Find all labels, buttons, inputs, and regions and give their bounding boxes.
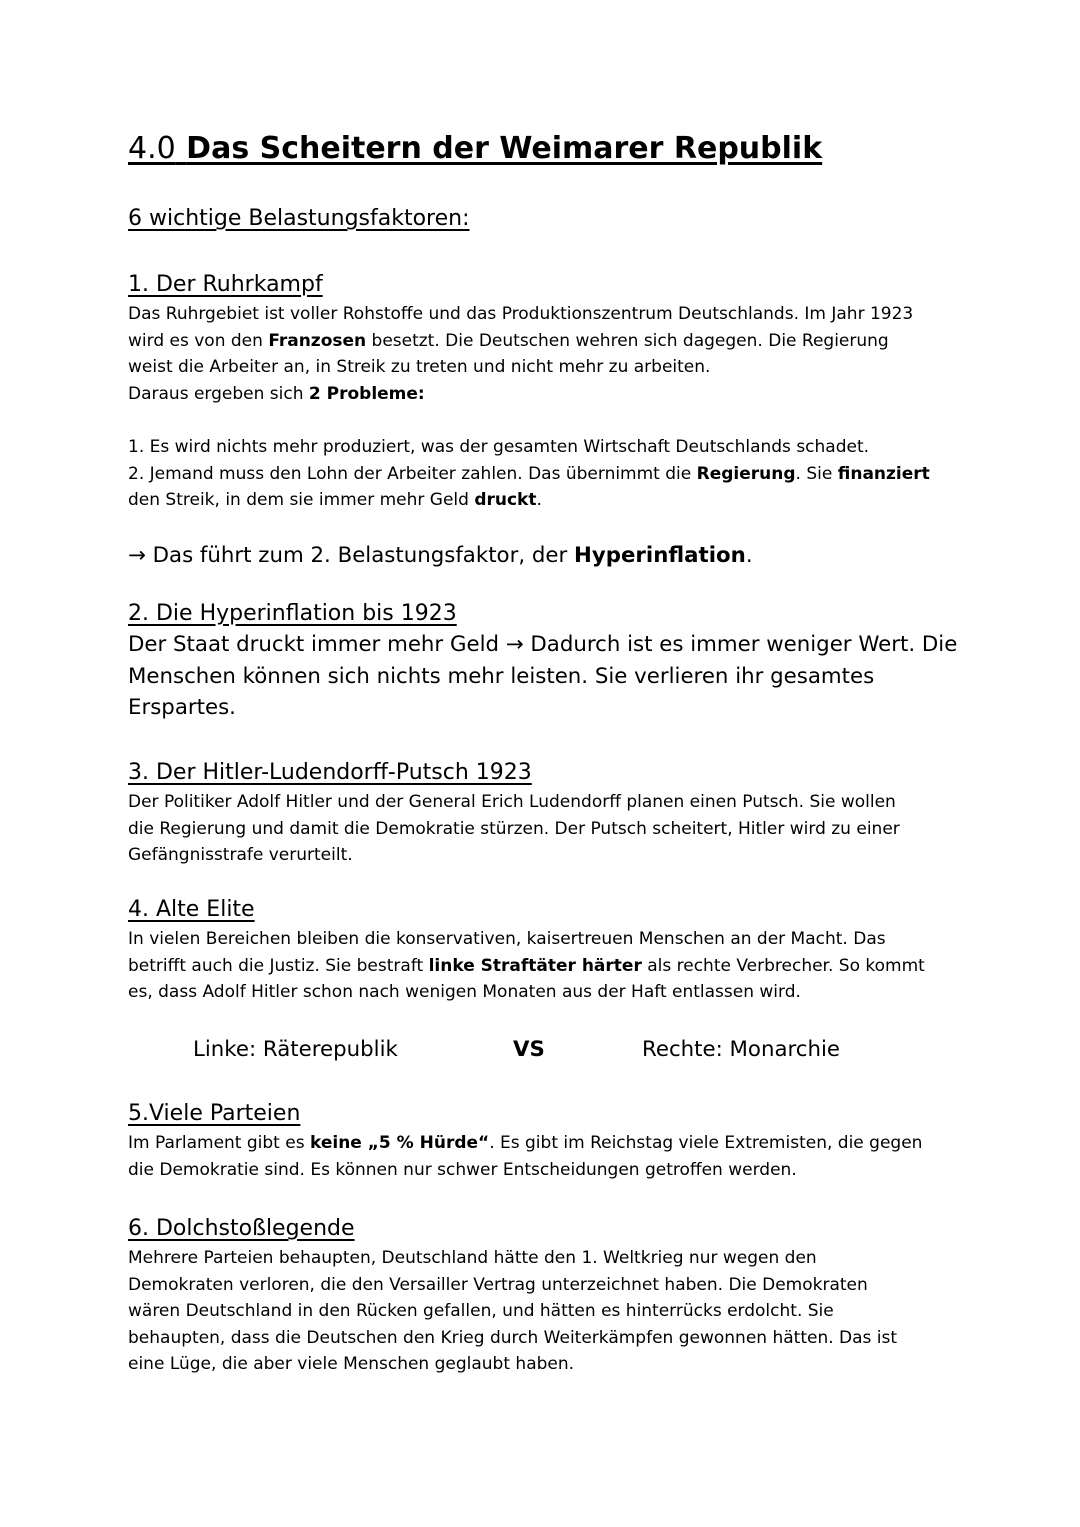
bold-term: druckt xyxy=(474,490,537,510)
text-line: wird es von den Franzosen besetzt. Die Deutschen wehren sich dagegen. Die Regierung xyxy=(128,330,889,351)
text-line: eine Lüge, die aber viele Menschen geglaubt haben. xyxy=(128,1354,575,1374)
text-line: es, dass Adolf Hitler schon nach wenigen Monaten aus der Haft entlassen wird. xyxy=(128,982,801,1002)
section-5-heading: 5.Viele Parteien xyxy=(128,1101,301,1126)
section-4-paragraph xyxy=(128,926,925,1006)
section-6-heading: 6. Dolchstoßlegende xyxy=(128,1216,355,1241)
section-2-heading: 2. Die Hyperinflation bis 1923 xyxy=(128,601,457,626)
section-1-heading: 1. Der Ruhrkampf xyxy=(128,272,323,297)
section-2-paragraph xyxy=(128,629,957,724)
comparison-right: Rechte: Monarchie xyxy=(642,1037,841,1062)
section-1-transition: → Das führt zum 2. Belastungsfaktor, der Hyperinflation. xyxy=(128,543,753,568)
text-line: die Demokratie sind. Es können nur schwer Entscheidungen getroffen werden. xyxy=(128,1159,797,1180)
section-1-paragraph-1 xyxy=(128,301,913,407)
section-3-heading: 3. Der Hitler-Ludendorff-Putsch 1923 xyxy=(128,760,532,785)
text-line: betrifft auch die Justiz. Sie bestraft linke Straftäter härter als rechte Verbrecher. So kommt xyxy=(128,955,925,976)
text-line: die Regierung und damit die Demokratie stürzen. Der Putsch scheitert, Hitler wird zu einer xyxy=(128,818,900,839)
bold-term: finanziert xyxy=(837,463,930,484)
text-line: weist die Arbeiter an, in Streik zu treten und nicht mehr zu arbeiten. xyxy=(128,357,711,377)
bold-term: linke Straftäter härter xyxy=(428,955,642,976)
text-line: Mehrere Parteien behaupten, Deutschland hätte den 1. Weltkrieg nur wegen den xyxy=(128,1248,817,1268)
section-1-paragraph-2 xyxy=(128,434,930,514)
text-line: 1. Es wird nichts mehr produziert, was der gesamten Wirtschaft Deutschlands schadet. xyxy=(128,437,870,457)
text-line: Demokraten verloren, die den Versailler Vertrag unterzeichnet haben. Die Demokraten xyxy=(128,1274,868,1295)
bold-term: Franzosen xyxy=(268,330,367,351)
bold-term: Hyperinflation xyxy=(574,543,746,568)
bold-term: 2 Probleme: xyxy=(308,383,425,404)
text-line: Gefängnisstrafe verurteilt. xyxy=(128,845,353,865)
title-text: Das Scheitern der Weimarer Republik xyxy=(186,131,823,166)
section-3-paragraph xyxy=(128,789,900,869)
text-line: Der Staat druckt immer mehr Geld → Dadurch ist es immer weniger Wert. Die xyxy=(128,632,958,657)
text-line: Der Politiker Adolf Hitler und der General Erich Ludendorff planen einen Putsch. Sie wollen xyxy=(128,792,896,812)
text-line: In vielen Bereichen bleiben die konservativen, kaisertreuen Menschen an der Macht. Das xyxy=(128,929,886,949)
text-line: Im Parlament gibt es keine „5 % Hürde“. Es gibt im Reichstag viele Extremisten, die gegen xyxy=(128,1133,923,1153)
text-line: wären Deutschland in den Rücken gefallen, und hätten es hinterrücks erdolcht. Sie xyxy=(128,1301,834,1321)
section-5-paragraph xyxy=(128,1130,922,1183)
section-4-heading: 4. Alte Elite xyxy=(128,897,255,922)
text-line: Daraus ergeben sich 2 Probleme: xyxy=(128,383,425,404)
subtitle: 6 wichtige Belastungsfaktoren: xyxy=(128,206,470,231)
section-6-paragraph xyxy=(128,1245,897,1378)
page-title xyxy=(128,129,822,169)
bold-term: Regierung xyxy=(696,463,796,484)
text-line: 2. Jemand muss den Lohn der Arbeiter zahlen. Das übernimmt die Regierung. Sie finanziert xyxy=(128,463,930,484)
bold-term: keine „5 % Hürde“ xyxy=(309,1133,490,1153)
text-line: Menschen können sich nichts mehr leisten. Sie verlieren ihr gesamtes xyxy=(128,663,875,689)
text-line: den Streik, in dem sie immer mehr Geld druckt. xyxy=(128,490,542,510)
comparison-vs: VS xyxy=(513,1037,545,1062)
title-number: 4.0 xyxy=(128,131,176,166)
text-line: behaupten, dass die Deutschen den Krieg durch Weiterkämpfen gewonnen hätten. Das ist xyxy=(128,1327,898,1348)
text-line: Erspartes. xyxy=(128,695,236,720)
comparison-left: Linke: Räterepublik xyxy=(193,1037,398,1062)
text-line: Das Ruhrgebiet ist voller Rohstoffe und das Produktionszentrum Deutschlands. Im Jahr 1923 xyxy=(128,304,914,324)
